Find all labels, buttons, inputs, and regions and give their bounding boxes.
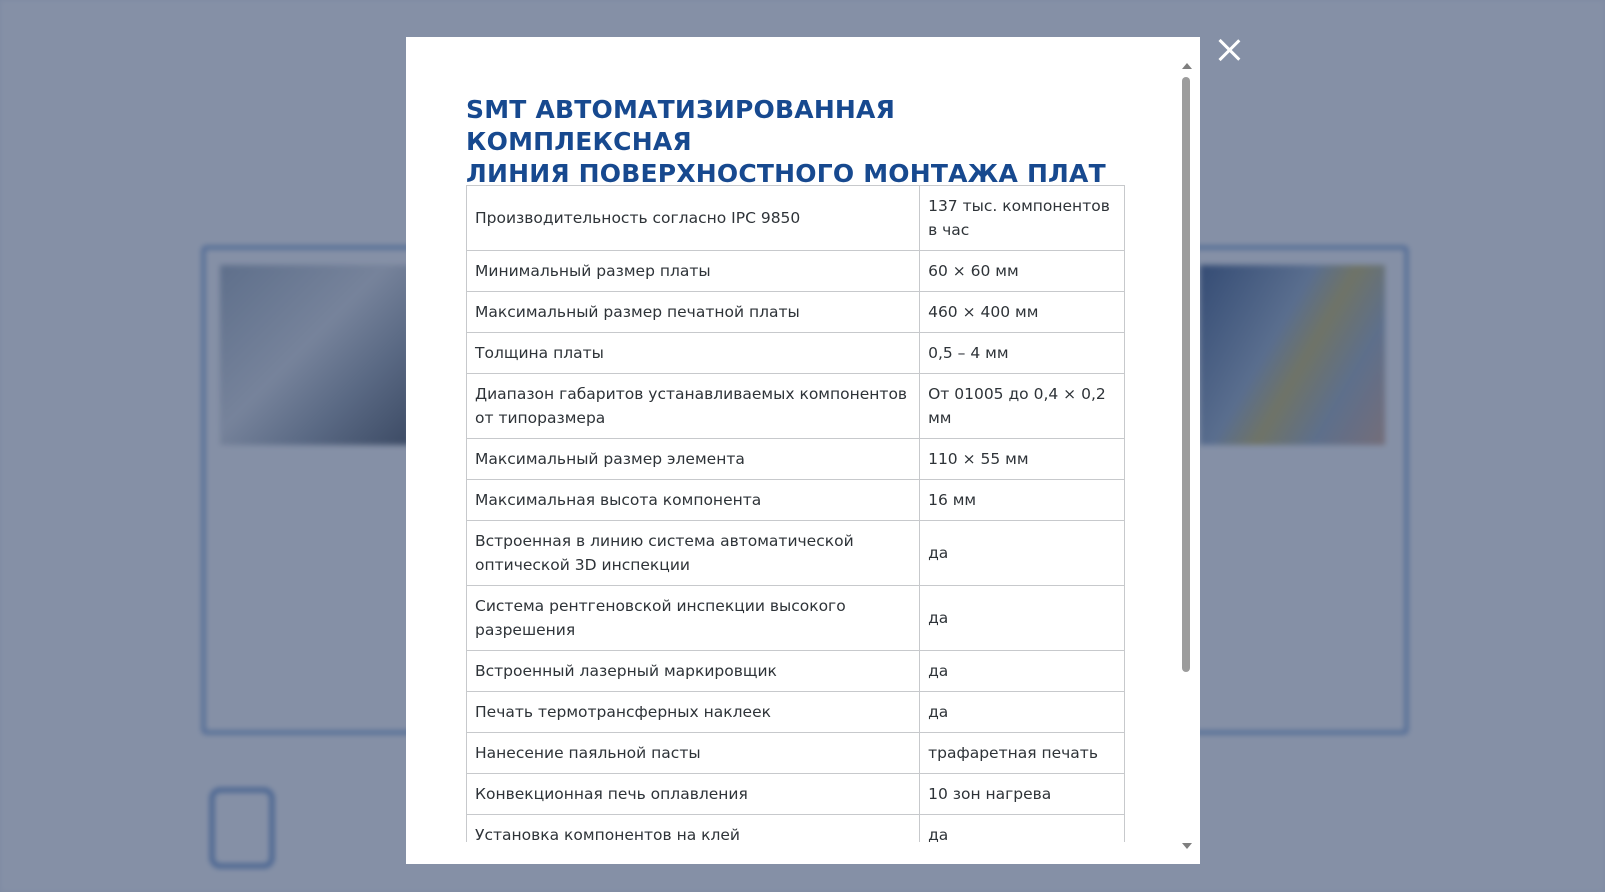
spec-value-cell: От 01005 до 0,4 × 0,2 мм: [920, 374, 1125, 439]
spec-value-cell: да: [920, 815, 1125, 843]
spec-table-body: [467, 186, 1125, 843]
spec-param-cell: Максимальный размер элемента: [467, 439, 920, 480]
spec-param-cell: Минимальный размер платы: [467, 251, 920, 292]
spec-value-cell: 16 мм: [920, 480, 1125, 521]
table-row: [467, 521, 1125, 586]
spec-param-cell: Система рентгеновской инспекции высокого разрешения: [467, 586, 920, 651]
modal-title: [466, 94, 1106, 190]
spec-param-cell: Печать термотрансферных наклеек: [467, 692, 920, 733]
spec-param-cell: Нанесение паяльной пасты: [467, 733, 920, 774]
arrow-up-icon[interactable]: [1182, 63, 1192, 69]
spec-value-cell: 0,5 – 4 мм: [920, 333, 1125, 374]
table-row: [467, 651, 1125, 692]
spec-value-cell: 137 тыс. компонентов в час: [920, 186, 1125, 251]
spec-param-cell: Диапазон габаритов устанавливаемых компонентов от типоразмера: [467, 374, 920, 439]
spec-param-cell: Установка компонентов на клей: [467, 815, 920, 843]
scrollbar-thumb[interactable]: [1182, 77, 1190, 672]
table-row: [467, 292, 1125, 333]
spec-value-cell: 10 зон нагрева: [920, 774, 1125, 815]
table-row: [467, 733, 1125, 774]
spec-param-cell: Производительность согласно IPC 9850: [467, 186, 920, 251]
spec-param-cell: Встроенный лазерный маркировщик: [467, 651, 920, 692]
modal-title-line1: SMT АВТОМАТИЗИРОВАННАЯ КОМПЛЕКСНАЯ: [466, 95, 896, 156]
table-row: [467, 439, 1125, 480]
spec-value-cell: да: [920, 521, 1125, 586]
spec-param-cell: Толщина платы: [467, 333, 920, 374]
spec-param-cell: Максимальная высота компонента: [467, 480, 920, 521]
table-row: [467, 186, 1125, 251]
modal-scrollbar[interactable]: [1178, 63, 1194, 849]
spec-value-cell: 460 × 400 мм: [920, 292, 1125, 333]
spec-value-cell: да: [920, 586, 1125, 651]
spec-value-cell: 110 × 55 мм: [920, 439, 1125, 480]
table-row: [467, 815, 1125, 843]
spec-table: [466, 185, 1125, 842]
spec-value-cell: да: [920, 651, 1125, 692]
modal-content: [406, 37, 1176, 842]
arrow-down-icon[interactable]: [1182, 843, 1192, 849]
table-row: [467, 251, 1125, 292]
modal-title-line2: ЛИНИЯ ПОВЕРХНОСТНОГО МОНТАЖА ПЛАТ: [466, 159, 1106, 188]
table-row: [467, 774, 1125, 815]
table-row: [467, 480, 1125, 521]
spec-param-cell: Максимальный размер печатной платы: [467, 292, 920, 333]
table-row: [467, 586, 1125, 651]
close-icon[interactable]: [1217, 38, 1241, 62]
table-row: [467, 333, 1125, 374]
spec-param-cell: Встроенная в линию система автоматической оптической 3D инспекции: [467, 521, 920, 586]
spec-value-cell: да: [920, 692, 1125, 733]
spec-value-cell: трафаретная печать: [920, 733, 1125, 774]
spec-value-cell: 60 × 60 мм: [920, 251, 1125, 292]
table-row: [467, 692, 1125, 733]
spec-param-cell: Конвекционная печь оплавления: [467, 774, 920, 815]
spec-modal: [406, 37, 1200, 864]
table-row: [467, 374, 1125, 439]
